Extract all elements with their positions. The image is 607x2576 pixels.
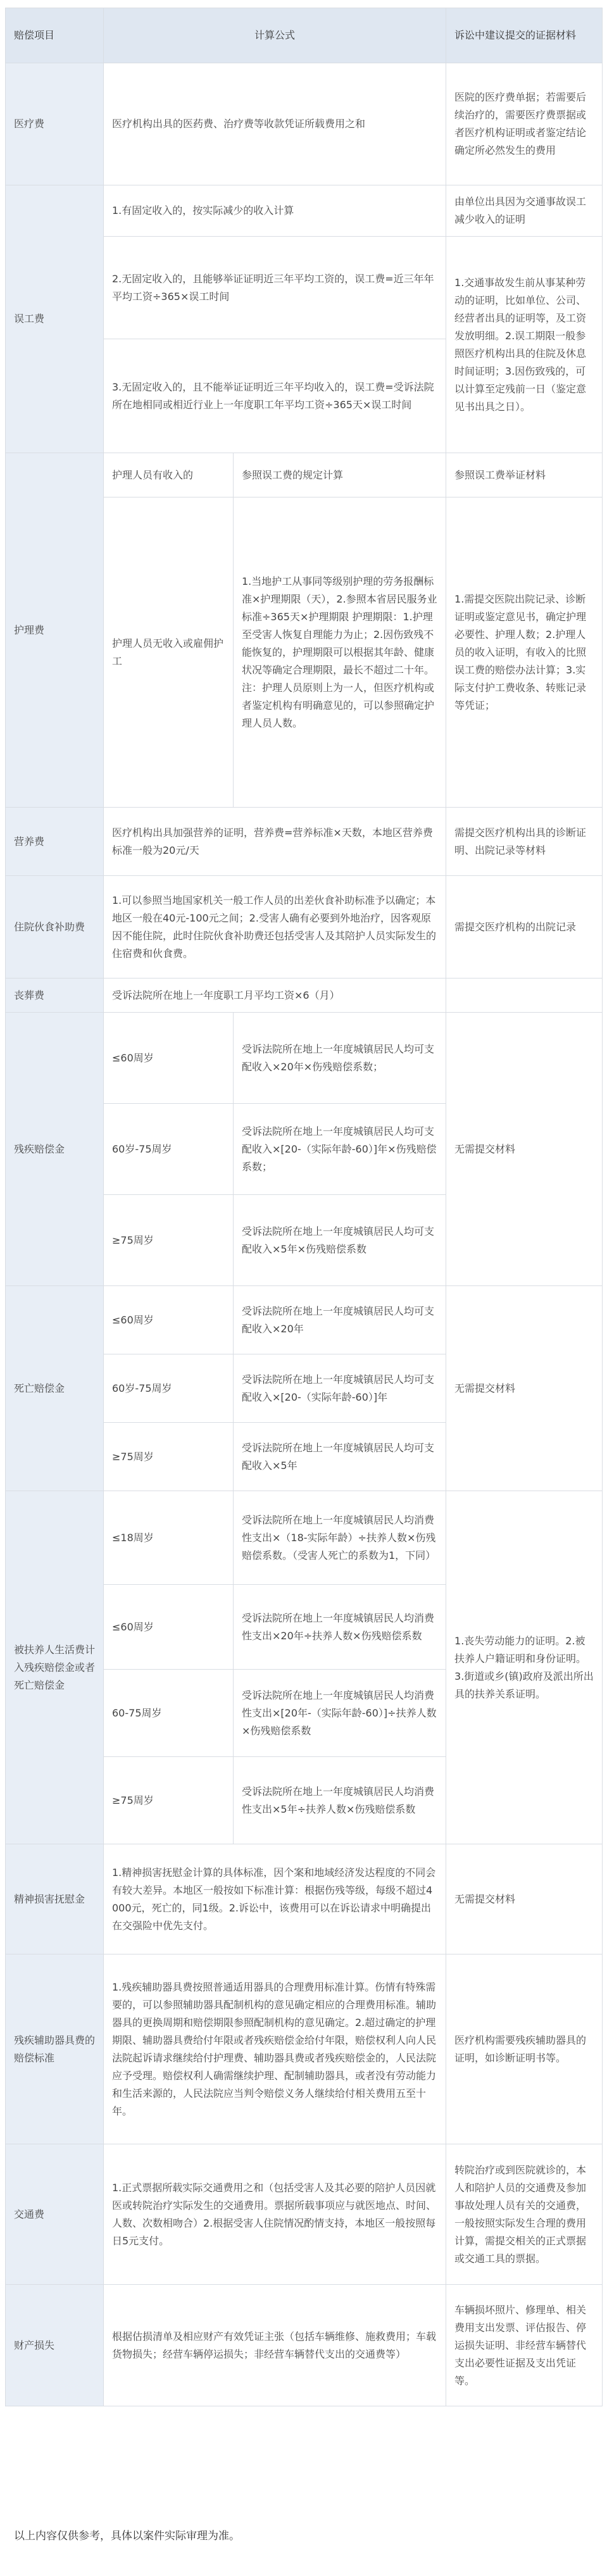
- death-age-3: ≥75周岁: [104, 1423, 234, 1491]
- formula-medical: 医疗机构出具的医药费、治疗费等收款凭证所载费用之和: [104, 63, 446, 185]
- item-disability: 残疾赔偿金: [6, 1013, 104, 1286]
- table-row-transport: [6, 2144, 603, 2285]
- disability-age-2: 60岁-75周岁: [104, 1104, 234, 1195]
- dependents-formula-3: 受诉法院所在地上一年度城镇居民人均消费性支出×[20年-（实际年龄-60）]÷扶养人数×伤残赔偿系数: [234, 1670, 446, 1757]
- formula-meal: 1.可以参照当地国家机关一般工作人员的出差伙食补助标准予以确定；本地区一般在40元-100元之间；2.受害人确有必要到外地治疗，因客观原因不能住院，此时住院伙食补助费还包括受害人及其陪护人员实际发生的住宿费和伙食费。: [104, 876, 446, 979]
- evidence-funeral: [446, 979, 603, 1013]
- evidence-assistive: 医疗机构需要残疾辅助器具的证明，如诊断证明书等。: [446, 1954, 603, 2144]
- nursing-sub-label: 护理人员无收入或雇佣护工: [104, 497, 234, 808]
- table-row-dependents-1: [6, 1491, 603, 1585]
- item-death: 死亡赔偿金: [6, 1286, 104, 1491]
- item-funeral: 丧葬费: [6, 979, 104, 1013]
- dependents-formula-4: 受诉法院所在地上一年度城镇居民人均消费性支出×5年÷扶养人数×伤残赔偿系数: [234, 1757, 446, 1844]
- table-row-death-1: [6, 1286, 603, 1354]
- dependents-formula-1: 受诉法院所在地上一年度城镇居民人均消费性支出×（18-实际年龄）÷扶养人数×伤残赔偿系数。（受害人死亡的系数为1，下同）: [234, 1491, 446, 1585]
- formula-lost-wages-3: 3.无固定收入的，且不能举证证明近三年平均收入的，误工费=受诉法院所在地相同或相近行业上一年度职工年平均工资÷365天×误工时间: [104, 339, 446, 453]
- table-row-assistive: [6, 1954, 603, 2144]
- formula-transport: 1.正式票据所载实际交通费用之和（包括受害人及其必要的陪护人员因就医或转院治疗实际发生的交通费用。票据所载事项应与就医地点、时间、人数、次数相吻合）2.根据受害人住院情况酌情支持，本地区一般按照每日5元支付。: [104, 2144, 446, 2285]
- evidence-lost-wages-2: 1.交通事故发生前从事某种劳动的证明，比如单位、公司、经营者出具的证明等，及工资发放明细。2.误工期限一般参照医疗机构出具的住院及休息时间证明；3.因伤致残的，可以计算至定残前一日（鉴定意见书出具之日）。: [446, 237, 603, 453]
- death-age-1: ≤60周岁: [104, 1286, 234, 1354]
- table-row-medical: [6, 63, 603, 185]
- nursing-evidence-label: 参照误工费举证材料: [446, 453, 603, 497]
- evidence-property: 车辆损坏照片、修理单、相关费用支出发票、评估报告、停运损失证明、非经营车辆替代支出必要性证据及支出凭证等。: [446, 2285, 603, 2406]
- formula-nursing: 1.当地护工从事同等级别护理的劳务报酬标准×护理期限（天），2.参照本省居民服务业标准÷365天×护理期限 护理期限：1.护理至受害人恢复自理能力为止；2.因伤致残不能恢复的，护理期限可以根据其年龄、健康状况等确定合理期限，最长不超过二十年。注：护理人员原则上为一人，但医疗机构或者鉴定机构有明确意见的，可以参照确定护理人员人数。: [234, 497, 446, 808]
- death-formula-2: 受诉法院所在地上一年度城镇居民人均可支配收入×[20-（实际年龄-60）]年: [234, 1354, 446, 1423]
- death-formula-1: 受诉法院所在地上一年度城镇居民人均可支配收入×20年: [234, 1286, 446, 1354]
- evidence-lost-wages-1: 由单位出具因为交通事故误工减少收入的证明: [446, 185, 603, 237]
- evidence-dependents: 1.丧失劳动能力的证明。2.被扶养人户籍证明和身份证明。3.街道或乡(镇)政府及派出所出具的扶养关系证明。: [446, 1491, 603, 1844]
- item-dependents: 被扶养人生活费计入残疾赔偿金或者死亡赔偿金: [6, 1491, 104, 1844]
- table-row-mental: [6, 1844, 603, 1954]
- nursing-standard-label: 参照误工费的规定计算: [234, 453, 446, 497]
- table-row-nursing-1: [6, 453, 603, 497]
- formula-lost-wages-1: 1.有固定收入的，按实际减少的收入计算: [104, 185, 446, 237]
- dependents-age-1: ≤18周岁: [104, 1491, 234, 1585]
- formula-mental: 1.精神损害抚慰金计算的具体标准，因个案和地域经济发达程度的不同会有较大差异。本地区一般按如下标准计算：根据伤残等级，每级不超过4000元，死亡的，同1级。2.诉讼中，该费用可以在诉讼请求中明确提出在交强险中优先支付。: [104, 1844, 446, 1954]
- formula-funeral: 受诉法院所在地上一年度职工月平均工资×6（月）: [104, 979, 446, 1013]
- item-meal: 住院伙食补助费: [6, 876, 104, 979]
- evidence-transport: 转院治疗或到医院就诊的，本人和陪护人员的交通费及参加事故处理人员有关的交通费，一般按照实际发生合理的费用计算，需提交相关的正式票据或交通工具的票据。: [446, 2144, 603, 2285]
- formula-nutrition: 医疗机构出具加强营养的证明，营养费=营养标准×天数，本地区营养费标准一般为20元/天: [104, 808, 446, 876]
- item-property: 财产损失: [6, 2285, 104, 2406]
- evidence-meal: 需提交医疗机构的出院记录: [446, 876, 603, 979]
- table-row-nutrition: [6, 808, 603, 876]
- disability-age-3: ≥75周岁: [104, 1195, 234, 1286]
- formula-property: 根据估损清单及相应财产有效凭证主张（包括车辆维修、施救费用；车载货物损失；经营车辆停运损失；非经营车辆替代支出的交通费等）: [104, 2285, 446, 2406]
- header-item: 赔偿项目: [6, 8, 104, 63]
- table-header-row: [6, 8, 603, 63]
- table-row-property: [6, 2285, 603, 2406]
- evidence-nutrition: 需提交医疗机构出具的诊断证明、出院记录等材料: [446, 808, 603, 876]
- table-row-disability-1: [6, 1013, 603, 1104]
- item-nursing: 护理费: [6, 453, 104, 808]
- evidence-mental: 无需提交材料: [446, 1844, 603, 1954]
- formula-assistive: 1.残疾辅助器具费按照普通适用器具的合理费用标准计算。伤情有特殊需要的，可以参照辅助器具配制机构的意见确定相应的合理费用标准。辅助器具的更换周期和赔偿期限参照配制机构的意见确定。2.超过确定的护理期限、辅助器具费给付年限或者残疾赔偿金给付年限，赔偿权利人向人民法院起诉请求继续给付护理费、辅助器具费或者残疾赔偿金的，人民法院应予受理。赔偿权利人确需继续护理、配制辅助器具，或者没有劳动能力和生活来源的，人民法院应当判令赔偿义务人继续给付相关费用五至十年。: [104, 1954, 446, 2144]
- item-assistive: 残疾辅助器具费的赔偿标准: [6, 1954, 104, 2144]
- disability-formula-1: 受诉法院所在地上一年度城镇居民人均可支配收入×20年×伤残赔偿系数；: [234, 1013, 446, 1104]
- header-evidence: 诉讼中建议提交的证据材料: [446, 8, 603, 63]
- evidence-disability: 无需提交材料: [446, 1013, 603, 1286]
- death-age-2: 60岁-75周岁: [104, 1354, 234, 1423]
- table-row-meal: [6, 876, 603, 979]
- nursing-income-label: 护理人员有收入的: [104, 453, 234, 497]
- disability-formula-2: 受诉法院所在地上一年度城镇居民人均可支配收入×[20-（实际年龄-60）]年×伤残赔偿系数；: [234, 1104, 446, 1195]
- item-transport: 交通费: [6, 2144, 104, 2285]
- footer-note: 以上内容仅供参考，具体以案件实际审理为准。: [14, 2530, 240, 2542]
- evidence-medical: 医院的医疗费单据；若需要后续治疗的，需要医疗费票据或者医疗机构证明或者鉴定结论确定所必然发生的费用: [446, 63, 603, 185]
- death-formula-3: 受诉法院所在地上一年度城镇居民人均可支配收入×5年: [234, 1423, 446, 1491]
- item-lost-wages: 误工费: [6, 185, 104, 453]
- dependents-age-3: 60-75周岁: [104, 1670, 234, 1757]
- dependents-age-4: ≥75周岁: [104, 1757, 234, 1844]
- formula-lost-wages-2: 2.无固定收入的，且能够举证证明近三年平均工资的，误工费=近三年年平均工资÷365×误工时间: [104, 237, 446, 339]
- item-mental: 精神损害抚慰金: [6, 1844, 104, 1954]
- evidence-nursing: 1.需提交医院出院记录、诊断证明或鉴定意见书，确定护理必要性、护理人数；2.护理人员的收入证明，有收入的比照误工费的赔偿办法计算；3.实际支付护工费收条、转账记录等凭证；: [446, 497, 603, 808]
- item-medical: 医疗费: [6, 63, 104, 185]
- table-row-funeral: [6, 979, 603, 1013]
- item-nutrition: 营养费: [6, 808, 104, 876]
- dependents-formula-2: 受诉法院所在地上一年度城镇居民人均消费性支出×20年÷扶养人数×伤残赔偿系数: [234, 1585, 446, 1670]
- table-row-lost-wages-1: [6, 185, 603, 237]
- header-formula: 计算公式: [104, 8, 446, 63]
- compensation-table: [5, 8, 603, 2406]
- evidence-death: 无需提交材料: [446, 1286, 603, 1491]
- dependents-age-2: ≤60周岁: [104, 1585, 234, 1670]
- disability-age-1: ≤60周岁: [104, 1013, 234, 1104]
- disability-formula-3: 受诉法院所在地上一年度城镇居民人均可支配收入×5年×伤残赔偿系数: [234, 1195, 446, 1286]
